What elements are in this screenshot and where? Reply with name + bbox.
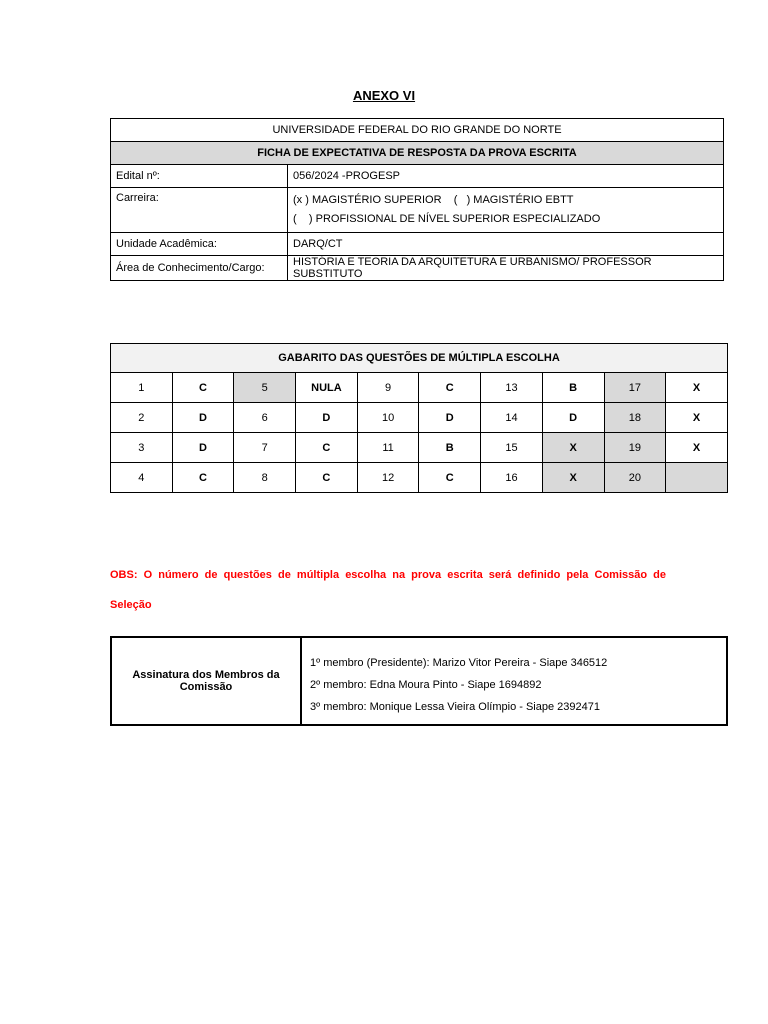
question-number: 20 [604, 463, 666, 493]
answer-value: B [542, 373, 604, 403]
carreira-label: Carreira: [111, 188, 288, 233]
university-name: UNIVERSIDADE FEDERAL DO RIO GRANDE DO NORTE [111, 119, 724, 142]
question-number: 10 [357, 403, 419, 433]
answer-value: B [419, 433, 481, 463]
unidade-value: DARQ/CT [288, 233, 724, 256]
answer-value: D [296, 403, 358, 433]
question-number: 1 [111, 373, 173, 403]
answer-value: C [172, 373, 234, 403]
question-number: 8 [234, 463, 296, 493]
obs-line-2: Seleção [110, 599, 152, 611]
answer-value: X [666, 433, 728, 463]
question-number: 11 [357, 433, 419, 463]
answer-key-row [111, 463, 728, 493]
question-number: 17 [604, 373, 666, 403]
answer-value: C [419, 463, 481, 493]
edital-value: 056/2024 -PROGESP [288, 165, 724, 188]
question-number: 2 [111, 403, 173, 433]
answer-value: X [542, 433, 604, 463]
answer-key-title: GABARITO DAS QUESTÕES DE MÚLTIPLA ESCOLHA [111, 344, 728, 373]
page-title: ANEXO VI [352, 88, 416, 103]
member-3: 3º membro: Monique Lessa Vieira Olímpio - Siape 2392471 [310, 701, 600, 713]
info-table [110, 118, 724, 281]
answer-value [666, 463, 728, 493]
question-number: 7 [234, 433, 296, 463]
answer-value: C [419, 373, 481, 403]
answer-value: X [666, 403, 728, 433]
member-1: 1º membro (Presidente): Marizo Vitor Pereira - Siape 346512 [310, 657, 608, 669]
signature-label: Assinatura dos Membros da Comissão [111, 637, 301, 725]
answer-key-row [111, 433, 728, 463]
question-number: 12 [357, 463, 419, 493]
question-number: 19 [604, 433, 666, 463]
unidade-label: Unidade Acadêmica: [111, 233, 288, 256]
answer-value: X [666, 373, 728, 403]
signature-table [110, 636, 728, 726]
answer-key-row [111, 403, 728, 433]
question-number: 5 [234, 373, 296, 403]
question-number: 14 [481, 403, 543, 433]
member-2: 2º membro: Edna Moura Pinto - Siape 1694892 [310, 679, 542, 691]
question-number: 15 [481, 433, 543, 463]
answer-value: D [172, 403, 234, 433]
question-number: 13 [481, 373, 543, 403]
carreira-line-2: ( ) PROFISSIONAL DE NÍVEL SUPERIOR ESPECIALIZADO [293, 213, 601, 225]
answer-value: D [172, 433, 234, 463]
edital-label: Edital nº: [111, 165, 288, 188]
answer-value: D [542, 403, 604, 433]
answer-value: NULA [296, 373, 358, 403]
question-number: 4 [111, 463, 173, 493]
question-number: 16 [481, 463, 543, 493]
question-number: 18 [604, 403, 666, 433]
answer-value: C [296, 433, 358, 463]
question-number: 6 [234, 403, 296, 433]
answer-key-row [111, 373, 728, 403]
answer-value: C [172, 463, 234, 493]
carreira-value [288, 188, 724, 233]
area-value: HISTÓRIA E TEORIA DA ARQUITETURA E URBANISMO/ PROFESSOR SUBSTITUTO [288, 256, 724, 281]
question-number: 9 [357, 373, 419, 403]
question-number: 3 [111, 433, 173, 463]
area-label: Área de Conhecimento/Cargo: [111, 256, 288, 281]
carreira-line-1: (x ) MAGISTÉRIO SUPERIOR ( ) MAGISTÉRIO EBTT [293, 194, 574, 206]
answer-value: X [542, 463, 604, 493]
form-title: FICHA DE EXPECTATIVA DE RESPOSTA DA PROVA ESCRITA [111, 142, 724, 165]
signature-members [301, 637, 727, 725]
answer-key-table [110, 343, 728, 493]
answer-value: C [296, 463, 358, 493]
obs-line-1: OBS: O número de questões de múltipla escolha na prova escrita será definido pela Comissão de [110, 569, 666, 581]
answer-value: D [419, 403, 481, 433]
